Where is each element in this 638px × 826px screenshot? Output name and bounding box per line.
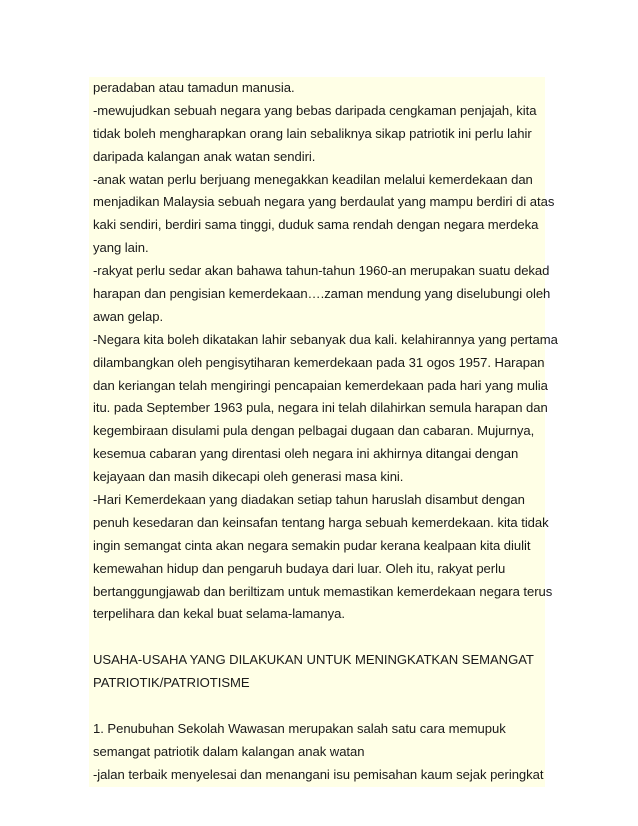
text-line: dilambangkan oleh pengisytiharan kemerdekaan pada 31 ogos 1957. Harapan [93,354,545,370]
point-line: -jalan terbaik menyelesai dan menangani isu pemisahan kaum sejak peringkat [93,766,544,782]
text-line: bertanggungjawab dan beriltizam untuk memastikan kemerdekaan negara terus [93,583,553,599]
document-text-block [89,77,558,787]
text-line: penuh kesedaran dan keinsafan tentang harga sebuah kemerdekaan. kita tidak [93,514,549,530]
text-line: kesemua cabaran yang direntasi oleh negara ini akhirnya ditangai dengan [93,446,519,462]
text-line: daripada kalangan anak watan sendiri. [93,148,316,164]
text-line: kemewahan hidup dan pengaruh budaya dari luar. Oleh itu, rakyat perlu [93,560,506,576]
point-line: 1. Penubuhan Sekolah Wawasan merupakan salah satu cara memupuk [93,720,506,736]
paragraph-spacer [89,695,545,718]
text-line: tidak boleh mengharapkan orang lain sebaliknya sikap patriotik ini perlu lahir [93,125,532,141]
paragraph-spacer [89,626,545,649]
text-line: -anak watan perlu berjuang menegakkan keadilan melalui kemerdekaan dan [93,171,533,187]
text-line: kaki sendiri, berdiri sama tinggi, duduk sama rendah dengan negara merdeka [93,217,539,233]
text-line: -mewujudkan sebuah negara yang bebas daripada cengkaman penjajah, kita [93,102,537,118]
text-line: yang lain. [93,240,149,256]
section-heading-line: USAHA-USAHA YANG DILAKUKAN UNTUK MENINGKATKAN SEMANGAT [93,652,534,668]
text-line: -Negara kita boleh dikatakan lahir sebanyak dua kali. kelahirannya yang pertama [93,331,558,347]
text-line: harapan dan pengisian kemerdekaan….zaman mendung yang diselubungi oleh [93,286,551,302]
text-line: awan gelap. [93,308,164,324]
text-line: kejayaan dan masih dikecapi oleh generasi masa kini. [93,469,404,485]
text-line: menjadikan Malaysia sebuah negara yang berdaulat yang mampu berdiri di atas [93,194,555,210]
text-line: itu. pada September 1963 pula, negara ini telah dilahirkan semula harapan dan [93,400,548,416]
text-line: -Hari Kemerdekaan yang diadakan setiap tahun haruslah disambut dengan [93,492,525,508]
text-line: ingin semangat cinta akan negara semakin pudar kerana kealpaan kita diulit [93,537,531,553]
text-line: peradaban atau tamadun manusia. [93,80,295,95]
text-line: dan keriangan telah mengiringi pencapaian kemerdekaan pada hari yang mulia [93,377,548,393]
text-line: kegembiraan disulami pula dengan pelbagai dugaan dan cabaran. Mujurnya, [93,423,535,439]
section-heading-line: PATRIOTIK/PATRIOTISME [93,675,250,691]
text-line: -rakyat perlu sedar akan bahawa tahun-tahun 1960-an merupakan suatu dekad [93,263,550,279]
point-line: semangat patriotik dalam kalangan anak watan [93,743,365,759]
text-line: terpelihara dan kekal buat selama-lamanya. [93,606,345,622]
